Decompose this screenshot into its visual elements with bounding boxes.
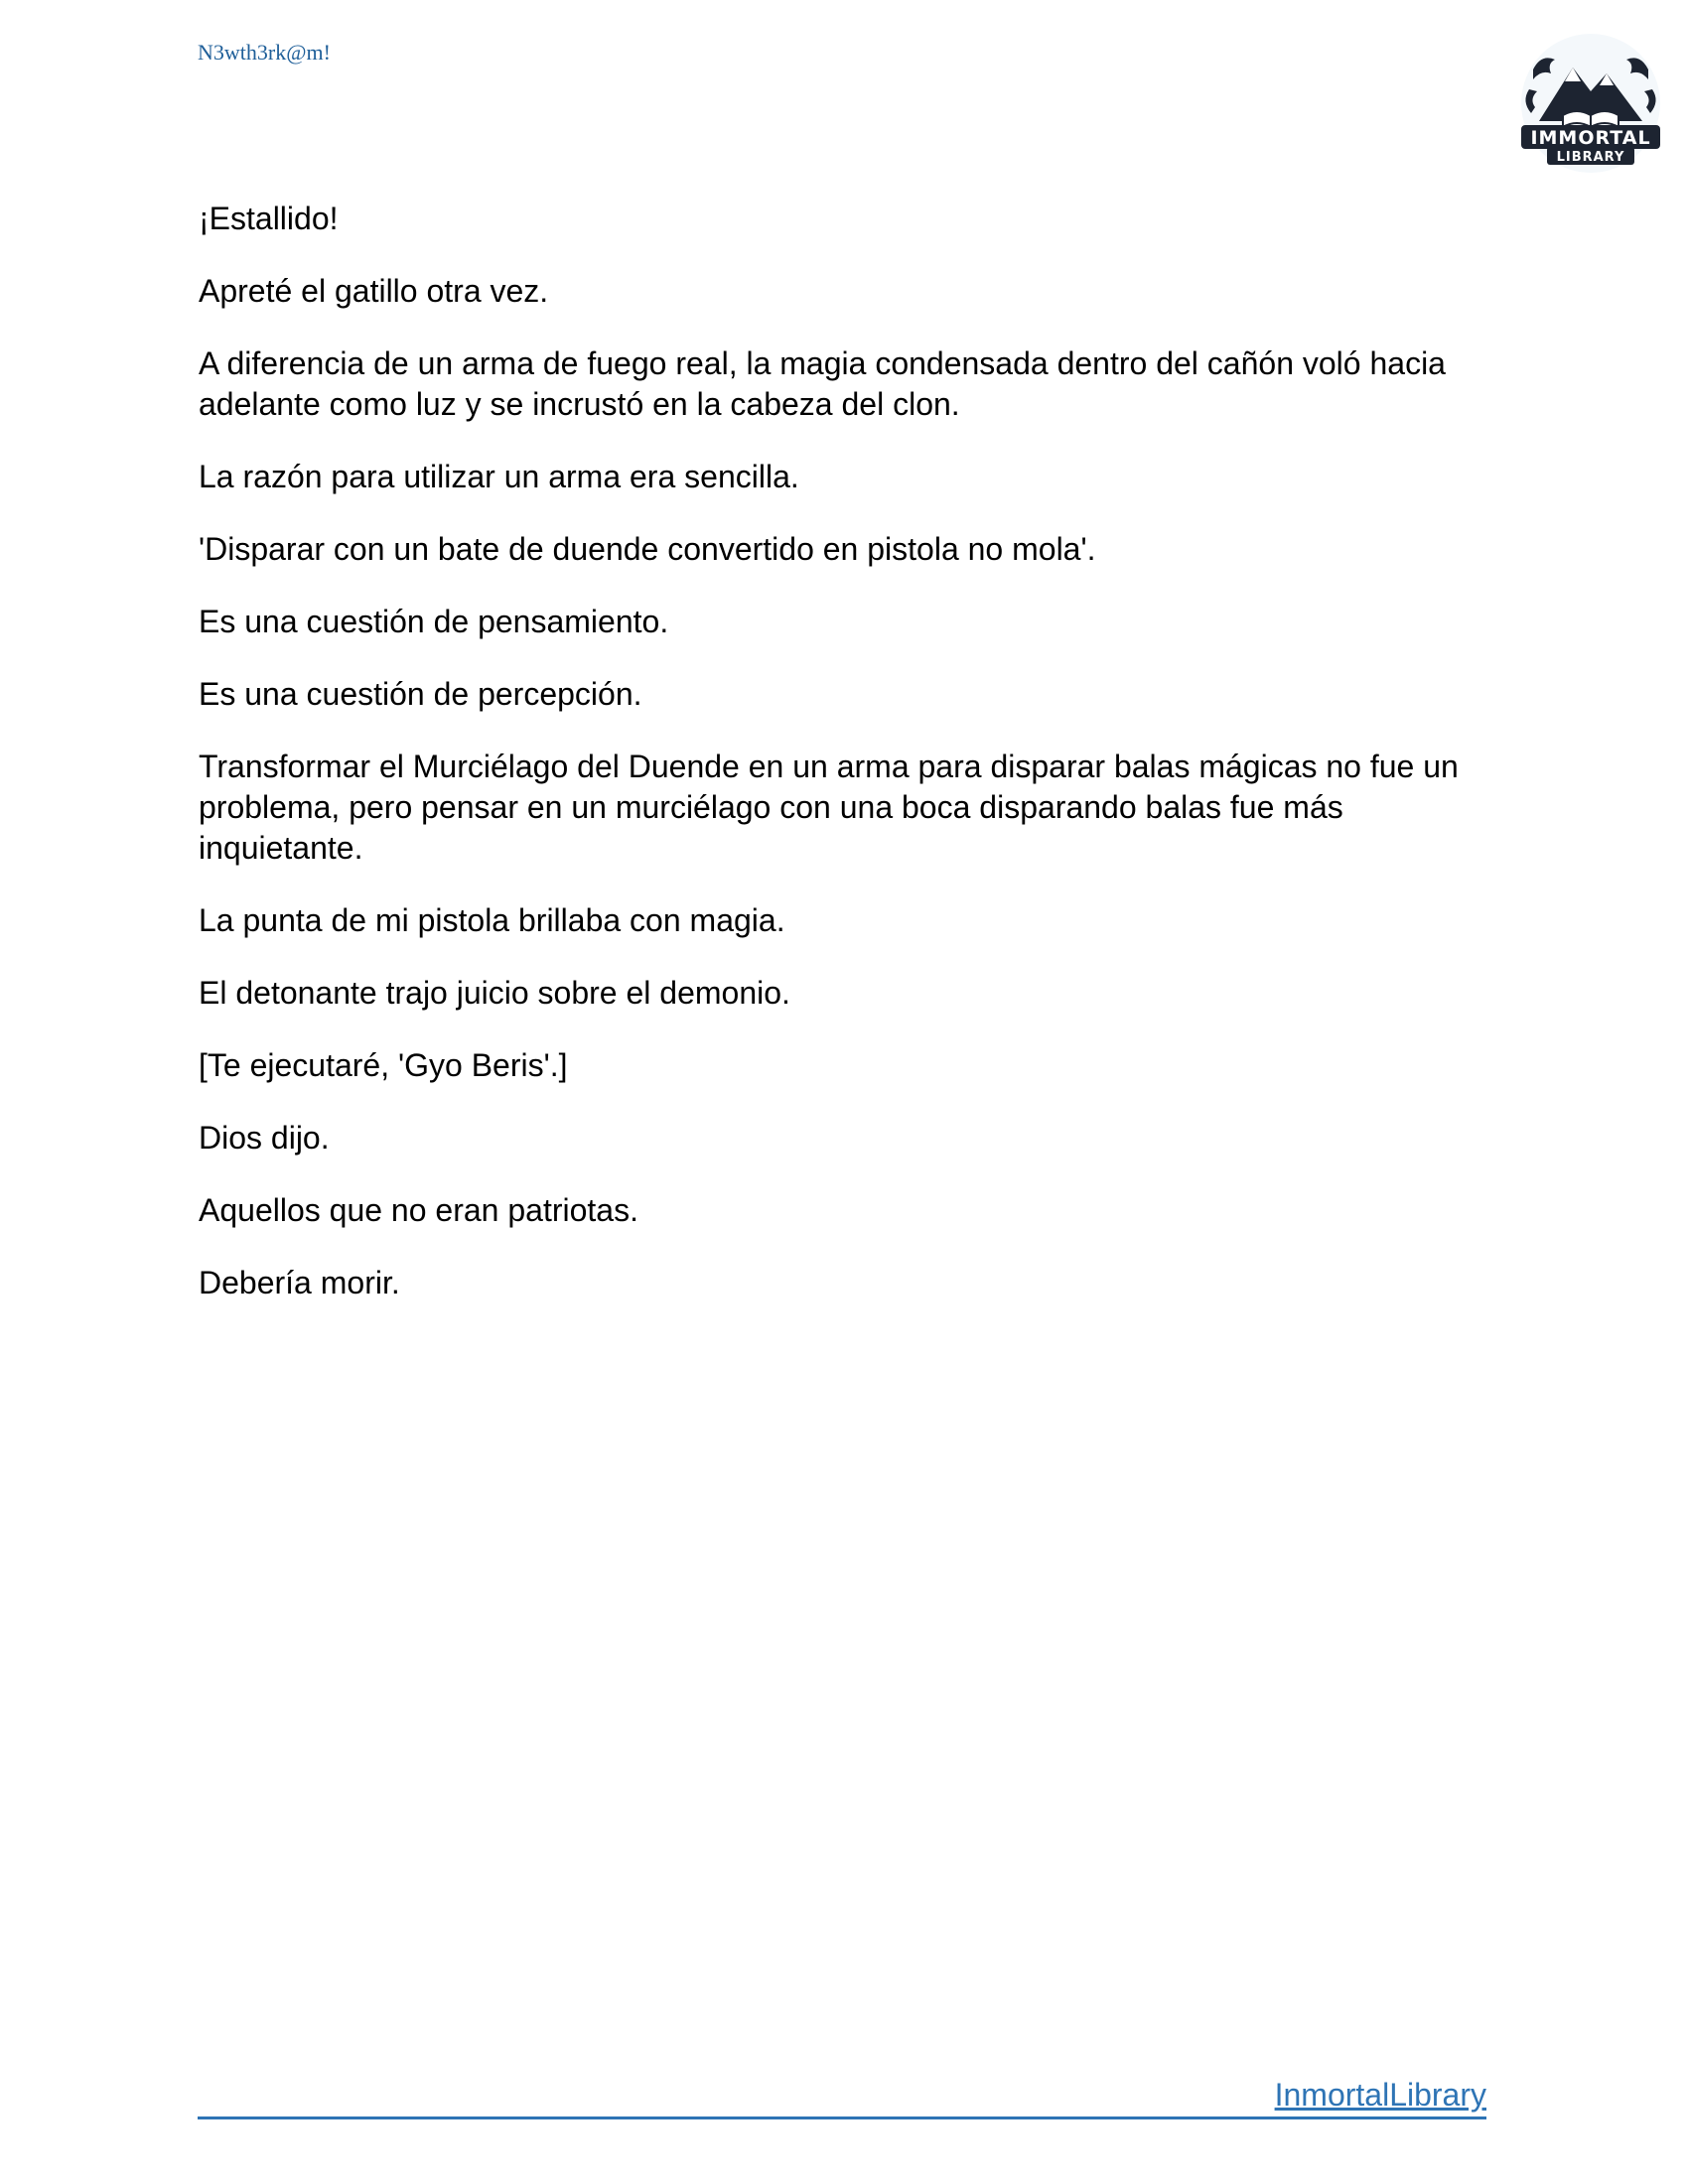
paragraph: Dios dijo. (199, 1120, 330, 1156)
paragraph: [Te ejecutaré, 'Gyo Beris'.] (199, 1047, 568, 1083)
logo-text-line1: IMMORTAL (1530, 127, 1651, 149)
paragraph: Aquellos que no eran patriotas. (199, 1192, 638, 1228)
logo-emblem-icon (1511, 30, 1670, 177)
immortal-library-logo (1511, 30, 1670, 177)
paragraph: La razón para utilizar un arma era sencilla. (199, 459, 799, 494)
paragraph: 'Disparar con un bate de duende convertido en pistola no mola'. (199, 531, 1096, 567)
paragraph: Es una cuestión de percepción. (199, 676, 642, 712)
footer-library-link[interactable]: InmortalLibrary (1274, 2077, 1486, 2113)
chapter-body (199, 199, 1509, 1335)
paragraph: Es una cuestión de pensamiento. (199, 604, 669, 639)
paragraph: A diferencia de un arma de fuego real, la magia condensada dentro del cañón voló hacia adelante como luz y se incrustó en la cabeza del clon. (199, 345, 1446, 422)
logo-text-line2: LIBRARY (1556, 150, 1625, 165)
paragraph: Transformar el Murciélago del Duende en un arma para disparar balas mágicas no fue un problema, pero pensar en un murciélago con una boca disparando balas fue más inquietante. (199, 749, 1459, 866)
header-watermark-text: N3wth3rk@m! (198, 40, 331, 65)
paragraph: Debería morir. (199, 1265, 400, 1300)
footer-divider (198, 2116, 1486, 2119)
paragraph: La punta de mi pistola brillaba con magia. (199, 902, 785, 938)
paragraph: El detonante trajo juicio sobre el demonio. (199, 975, 790, 1011)
paragraph: Apreté el gatillo otra vez. (199, 273, 549, 309)
paragraph: ¡Estallido! (199, 201, 339, 236)
